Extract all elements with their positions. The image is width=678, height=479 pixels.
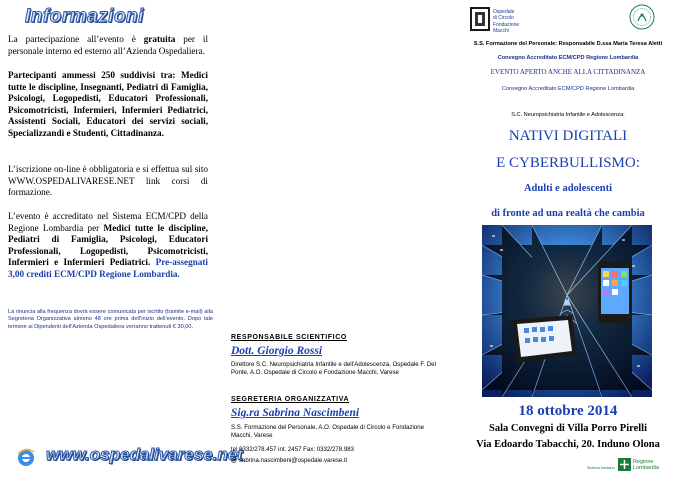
- accreditation-line-2: Convegno Accreditato ECM/CPD Regione Lombardia: [501, 86, 635, 92]
- secretariat-desc: S.S. Formazione del Personale, A.O. Ospedale di Circolo e Fondazione Macchi, Varese: [231, 424, 425, 440]
- region-logo-text: Regione Lombardia: [633, 459, 659, 471]
- paragraph-participants: Partecipanti ammessi 250 suddivisi tra: Medici tutte le discipline, Insegnanti, Pediatri di Famiglia, Psicologi, Logopedisti, Educatori Professionali, Psicomotricisti, Infermieri, Infermieri Pediatrici, Assistenti Sociali, Educatori dei servizi sociali, Specializzandi e Studenti, Cittadinanza.: [8, 70, 208, 138]
- browser-icon: [16, 448, 36, 468]
- hospital-logo-text: Ospedale di Circolo Fondazione Macchi: [493, 9, 520, 34]
- secretariat-email[interactable]: @ sabrina.nascimbeni@ospedale.varese.it: [231, 457, 348, 464]
- training-unit-line: S.S. Formazione del Personale: Responsabile D.ssa Maria Teresa Aletti: [473, 41, 663, 47]
- hospital-logo-icon: [470, 7, 490, 31]
- title-line-1: NATIVI DIGITALI: [508, 128, 628, 144]
- accreditation-disciplines: Medici tutte le discipline, Pediatri di Famiglia, Psicologi, Educatori Professionali, Logopedisti, Psicomotricisti, Infermieri e Infermieri Pediatrici.: [8, 222, 209, 268]
- venue-address: Via Edoardo Tabacchi, 20. Induno Olona: [476, 439, 660, 450]
- cancellation-note: La rinuncia alla frequenza dovrà essere comunicata per iscritto (tramite e-mail) alla Segreteria Organizzativa almeno 48 ore prima dell’inizio dell’evento. Dopo tale termine ai Dipendenti dell’Azienda Ospedaliera verranno trattenuti € 30,00.: [8, 309, 213, 330]
- health-system-label: Sistema Sanitario: [587, 466, 615, 470]
- title-line-2: E CYBERBULLISMO:: [496, 155, 640, 171]
- event-date: 18 ottobre 2014: [518, 403, 618, 419]
- paragraph-participation: [8, 34, 208, 57]
- venue-name: Sala Convegni di Villa Porro Pirelli: [489, 423, 647, 434]
- open-event-line: EVENTO APERTO ANCHE ALLA CITTADINANZA: [490, 68, 646, 76]
- secretariat-name: Sig.ra Sabrina Nascimbeni: [231, 407, 360, 419]
- subtitle-line-2: di fronte ad una realtà che cambia: [491, 208, 645, 219]
- round-emblem-icon: [629, 4, 655, 30]
- cover-image: [482, 225, 652, 397]
- subtitle-line-1: Adulti e adolescenti: [523, 183, 613, 194]
- secretariat-heading: SEGRETERIA ORGANIZZATIVA: [231, 396, 350, 403]
- accreditation-text: L’evento è accreditato nel Sistema ECM/CPD della Regione Lombardia per: [8, 211, 208, 233]
- website-link[interactable]: www.ospedalivarese.net: [46, 445, 243, 464]
- paragraph-accreditation: [8, 211, 208, 281]
- scientific-head-heading: RESPONSABILE SCIENTIFICO: [231, 334, 347, 341]
- participation-text: La partecipazione all’evento è: [8, 34, 144, 44]
- department-line: S.C. Neuropsichiatria Infantile e Adolescenza:: [511, 112, 625, 118]
- info-banner: Informazioni: [25, 6, 144, 27]
- secretariat-phone: tel 0332/278.457 int. 2457 Fax: 0332/278.983: [231, 446, 354, 453]
- accreditation-credits: Pre-assegnati 3,00 crediti ECM/CPD Regione Lombardia.: [8, 257, 208, 279]
- accreditation-line-1: Convegno Accreditato ECM/CPD Regione Lombardia: [497, 55, 639, 61]
- free-label: gratuita: [143, 34, 176, 44]
- participation-text-end: per il personale interno ed esterno all’Azienda Ospedaliera.: [8, 34, 208, 56]
- region-logo-icon: [618, 458, 631, 471]
- scientific-head-desc: Direttore S.C. Neuropsichiatria Infantile e dell’Adolescenza, Ospedale F. Del Ponte, A.O. Ospedale di Circolo e Fondazione Macchi, Varese: [231, 361, 436, 377]
- paragraph-registration: L’iscrizione on-line è obbligatoria e si effettua sul sito WWW.OSPEDALIVARESE.NET link corsi di formazione.: [8, 164, 208, 198]
- scientific-head-name: Dott. Giorgio Rossi: [231, 345, 323, 357]
